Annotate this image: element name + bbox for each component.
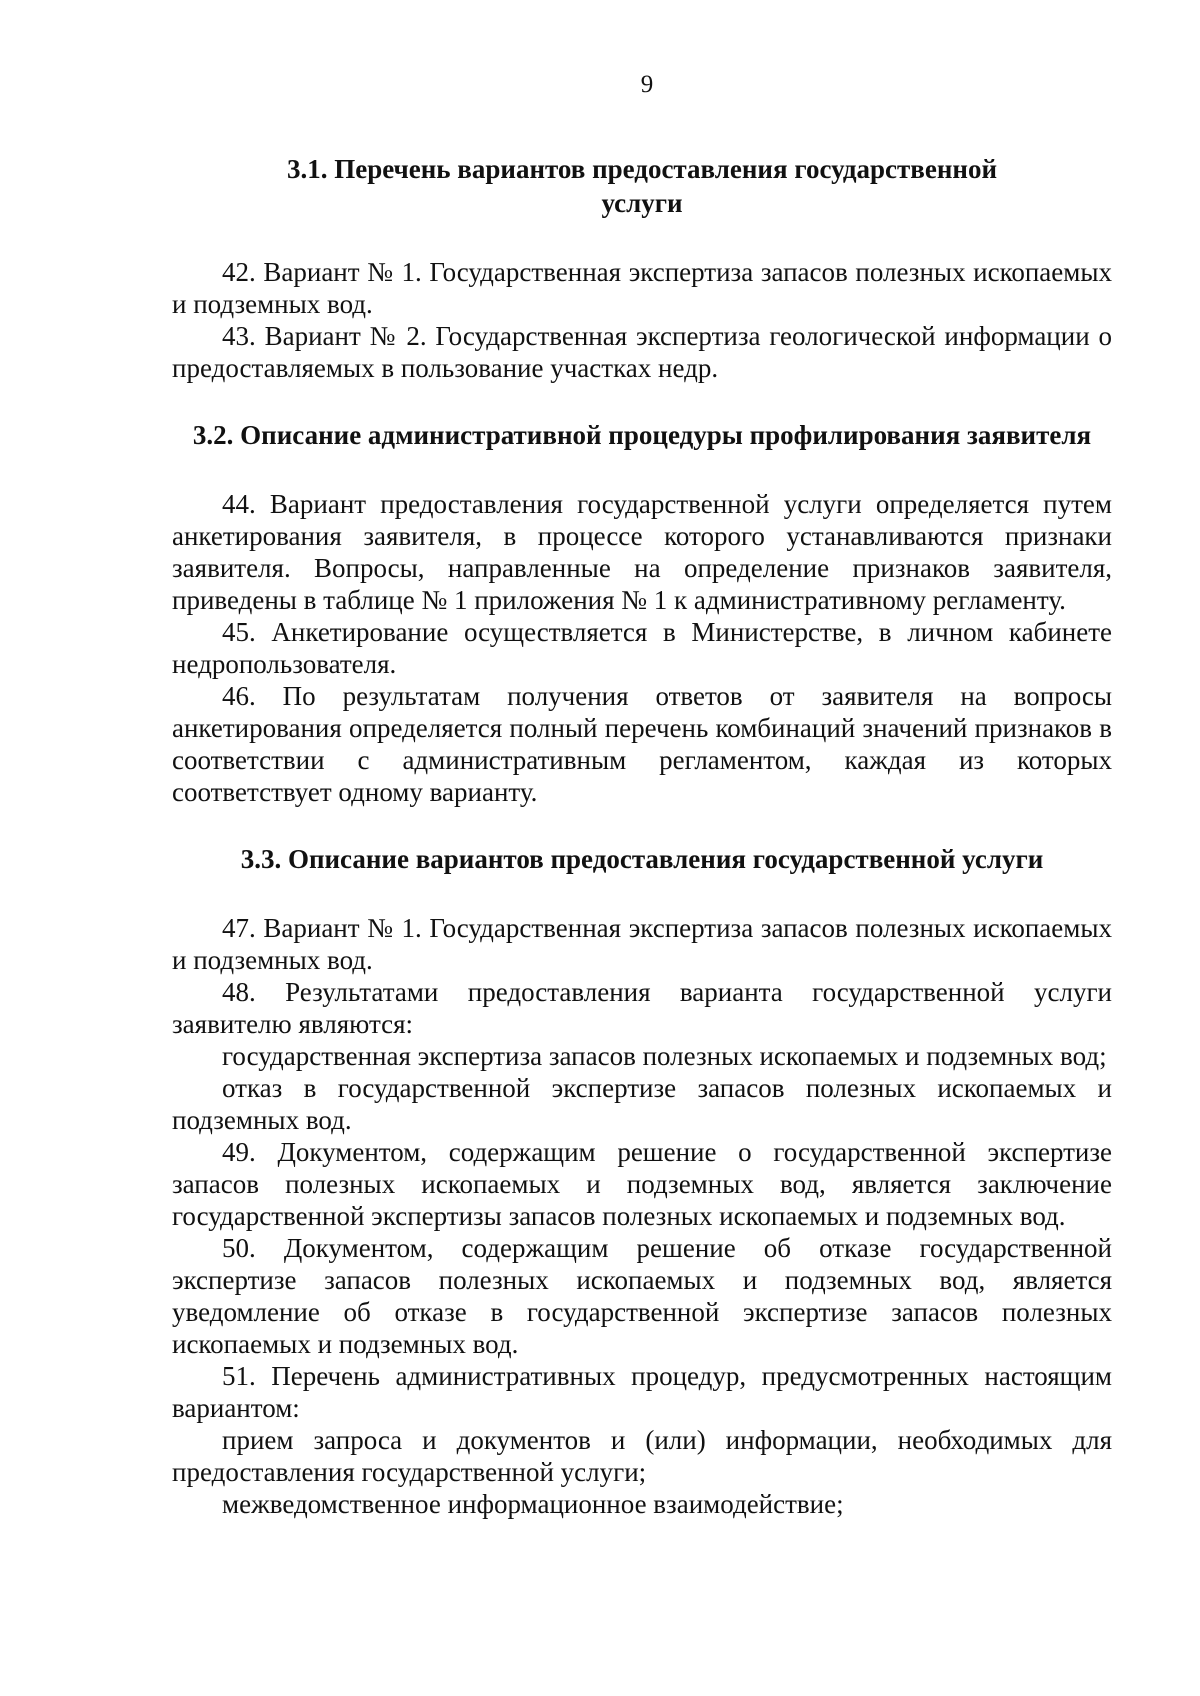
paragraph-46: 46. По результатам получения ответов от заявителя на вопросы анкетирования определяется полный перечень комбинаций значений признаков в соответствии с административным регламентом, каждая из которых соответствует одному варианту. [172,681,1112,807]
section-heading-3-2: 3.2. Описание административной процедуры профилирования заявителя [192,420,1092,450]
paragraph-42: 42. Вариант № 1. Государственная экспертиза запасов полезных ископаемых и подземных вод. [172,257,1112,319]
page-number: 9 [640,71,654,98]
paragraph-49: 49. Документом, содержащим решение о государственной экспертизе запасов полезных ископаемых и подземных вод, является заключение государственной экспертизы запасов полезных ископаемых и подземных вод. [172,1137,1112,1231]
paragraph-48-item-1: государственная экспертиза запасов полезных ископаемых и подземных вод; [222,1041,1107,1071]
paragraph-43: 43. Вариант № 2. Государственная экспертиза геологической информации о предоставляемых в пользование участках недр. [172,321,1112,383]
document-page [172,70,1112,1520]
paragraph-50: 50. Документом, содержащим решение об отказе государственной экспертизе запасов полезных ископаемых и подземных вод, является уведомление об отказе в государственной экспертизе запасов полезных ископаемых и подземных вод. [172,1233,1112,1359]
paragraph-47: 47. Вариант № 1. Государственная экспертиза запасов полезных ископаемых и подземных вод. [172,913,1112,975]
section-heading-3-3: 3.3. Описание вариантов предоставления государственной услуги [240,844,1044,874]
paragraph-51-item-2: межведомственное информационное взаимодействие; [222,1489,844,1519]
paragraph-48-item-2: отказ в государственной экспертизе запасов полезных ископаемых и подземных вод. [172,1073,1112,1135]
paragraph-48: 48. Результатами предоставления варианта государственной услуги заявителю являются: [172,977,1112,1039]
paragraph-51-item-1: прием запроса и документов и (или) информации, необходимых для предоставления государственной услуги; [172,1425,1112,1487]
paragraph-44: 44. Вариант предоставления государственной услуги определяется путем анкетирования заявителя, в процессе которого устанавливаются признаки заявителя. Вопросы, направленные на определение признаков заявителя, приведены в таблице № 1 приложения № 1 к административному регламенту. [172,489,1112,615]
paragraph-51: 51. Перечень административных процедур, предусмотренных настоящим вариантом: [172,1361,1112,1423]
section-heading-3-1 [172,152,1112,220]
section-heading-3-1-line1: 3.1. Перечень вариантов предоставления государственной [286,154,998,184]
paragraph-45: 45. Анкетирование осуществляется в Министерстве, в личном кабинете недропользователя. [172,617,1112,679]
section-heading-3-1-line2: услуги [601,188,683,218]
